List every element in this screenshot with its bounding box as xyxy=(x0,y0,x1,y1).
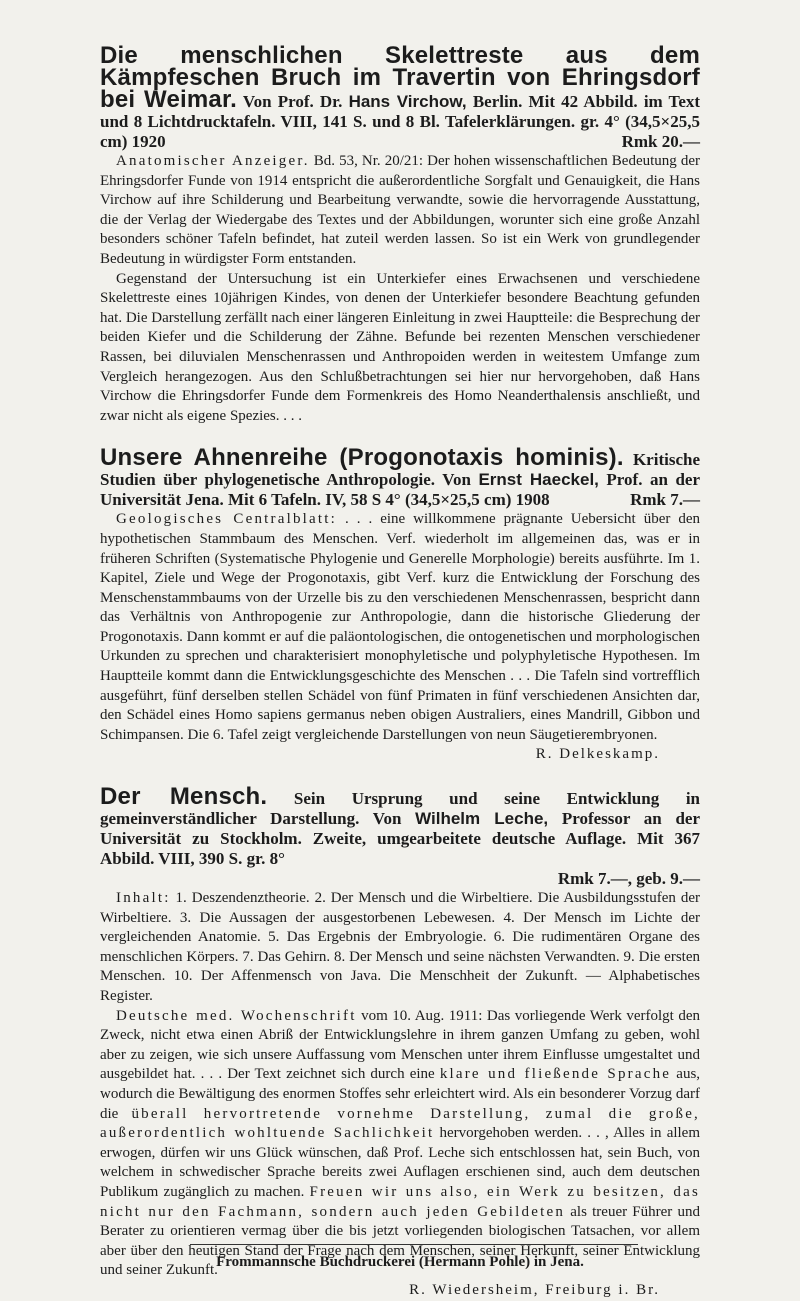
review-text: . . . eine willkommene prägnante Uebersicht über den hypothetischen Stammbaum des Menschen. Verf. wiederholt im allgemeinen das, was er in früheren Schriften (Systematische Phylogenie und Generelle Morphologie) bereits ausführte. Im 1. Kapitel, Ziele und Wege der Progonotaxis, gibt Verf. kurz die Entwicklung der Forschung des Menschenstammbaums von der Urzelle bis zu den verschiedenen Menschenrassen, bespricht dann das Verhältnis von Anthropogenie zur Anthropologie, dann die historische Gliederung der Progonotaxis. Dann kommt er auf die paläontologischen, die ontogenetischen und morphologischen Urkunden zu sprechen und charakterisiert monophyletische und polyphyletische Hypothesen. Im Hauptteile kommt dann die Entwicklungsgeschichte des Menschen . . . Die Tafeln sind vortrefflich ausgeführt, fünf derselben stellen Schädel von fünf Primaten in fünf verschiedenen Ansichten dar, den Schädel eines Homo sapiens germanus neben obigen Australiers, eines Mandrill, Gibbon und Schimpansen. Die 6. Tafel zeigt vergleichende Darstellungen von neun Säugetierembryonen. xyxy=(100,511,701,743)
contents-label: Inhalt: xyxy=(116,890,171,907)
price: Rmk 20.— xyxy=(621,132,700,151)
contents-text: 1. Deszendenztheorie. 2. Der Mensch und die Wirbeltiere. Die Ausbildungsstufen der Wirbeltiere. 3. Die Aussagen der ausgestorbenen Lebewesen. 4. Der Mensch im Lichte der vergleichenden Anatomie. 5. Das Ergebnis der Embryologie. 6. Die rudimentären Organe des menschlichen Körpers. 7. Das Gehirn. 8. Der Mensch und seine nächsten Verwandten. 9. Die ersten Menschen. 10. Der Affenmensch von Java. Die Menschheit der Zukunft. — Alphabetisches Register. xyxy=(100,890,700,1004)
author-affiliation: Prof. an der Universität Jena. xyxy=(100,470,700,510)
review-text: aus, wodurch die Bewältigung des enormen Stoffes sehr erleichtert wird. Als ein besonderer Vorzug darf die xyxy=(100,1066,701,1122)
book-entry-virchow xyxy=(100,42,701,426)
review-source: Anatomischer Anzeiger. xyxy=(116,153,310,169)
emphasis-text: überall hervortretende vornehme Darstellung, zumal die große, außerordentlich wohltuende Sachlichkeit xyxy=(100,1105,701,1142)
book-title: Die menschlichen Skelettreste aus dem Kämpfeschen Bruch im Travertin von Ehringsdorf bei Weimar. xyxy=(100,42,700,113)
author-name: Ernst Haeckel, xyxy=(478,470,599,490)
review-source: Deutsche med. Wochenschrift xyxy=(116,1007,357,1024)
entry-heading xyxy=(100,783,701,869)
review-paragraph xyxy=(100,152,700,270)
review-paragraph xyxy=(100,270,700,427)
book-details: Mit 6 Tafeln. IV, 58 S 4° (34,5×25,5 cm) 1908 xyxy=(227,490,550,510)
book-entry-haeckel xyxy=(100,444,701,765)
book-entry-leche xyxy=(100,783,701,1300)
review-paragraph xyxy=(100,1007,700,1281)
book-details: Berlin. Mit 42 Abbild. im Text und 8 Lichtdrucktafeln. VIII, 141 S. und 8 Bl. Tafelerklärungen. gr. 4° (34,5×25,5 cm) 1920 xyxy=(100,92,701,151)
book-subtitle: Kritische Studien über phylogenetische Anthropologie. Von xyxy=(100,450,700,490)
review-source: Geologisches Centralblatt: xyxy=(116,511,337,528)
author-name: Wilhelm Leche, xyxy=(415,809,549,829)
contents-paragraph xyxy=(100,889,700,1007)
author-affiliation: Professor an der Universität zu Stockholm. Zweite, umgearbeitete deutsche Auflage. Mit 367 Abbild. VIII, 390 S. gr. 8° xyxy=(100,809,700,869)
reviewer-signature: R. Wiedersheim, Freiburg i. Br. xyxy=(409,1281,660,1298)
review-text: als treuer Führer und Berater zu orientieren vermag über die bis jetzt vorliegenden biologischen Tatsachen, vor allem aber über den heutigen Stand der Frage nach dem Menschen, seiner Herkunft, seiner Entwicklung und seiner Zukunft. xyxy=(100,1203,700,1279)
price: Rmk 7.—, geb. 9.— xyxy=(557,869,700,889)
price-row xyxy=(100,869,700,889)
footer-divider xyxy=(190,1244,638,1245)
price: Rmk 7.— xyxy=(630,490,700,510)
reviewer-signature: R. Delkeskamp. xyxy=(535,746,660,763)
book-title: Der Mensch. xyxy=(100,783,268,811)
book-subtitle: Sein Ursprung und seine Entwicklung in gemeinverständlicher Darstellung. Von xyxy=(100,789,701,829)
emphasis-text: klare und fließende Sprache xyxy=(439,1066,672,1083)
price-row xyxy=(100,132,700,152)
author-name: Hans Virchow, xyxy=(348,92,467,111)
review-text: Bd. 53, Nr. 20/21: Der hohen wissenschaftlichen Bedeutung der Ehringsdorfer Funde von 1914 entspricht die außerordentliche Sorgfalt und Genauigkeit, die Hans Virchow auf ihre Schilderung und Bearbeitung verwandte, sowie die hervorragende Ausstattung, die der Verlag der Wiedergabe des Textes und der Abbildungen, worunter sich eine große Anzahl besonders schöner Tafeln befindet, hat zuteil werden lassen. So ist ein Werk von grundlegender Bedeutung in würdigster Form entstanden. xyxy=(100,153,701,267)
author-prefix: Von Prof. Dr. xyxy=(242,92,343,111)
review-text: vom 10. Aug. 1911: Das vorliegende Werk verfolgt den Zweck, nicht etwa einen Abriß der Entwicklungslehre in ihrem ganzen Umfang zu geben, wohl aber zu zeigen, wie sich unsere Auffassung vom Menschen unter ihrem Einflusse umgestaltet und ausgebildet hat. . . . Der Text zeichnet sich durch eine xyxy=(100,1007,700,1083)
review-text: hervorgehoben werden. . . , Alles in allem erwogen, dürfen wir uns Glück wünschen, daß Prof. Leche sich entschlossen hat, sein Buch, von welchem in schwedischer Sprache bereits zwei Auflagen erschienen sind, auch dem deutschen Publikum zugänglich zu machen. xyxy=(100,1125,701,1200)
emphasis-text: Freuen wir uns also, ein Werk zu besitzen, das nicht nur den Fachmann, sondern auch jeden Gebildeten xyxy=(100,1183,701,1220)
review-text: Gegenstand der Untersuchung ist ein Unterkiefer eines Erwachsenen und verschiedene Skelettreste eines 10jährigen Kindes, von denen der Unterkiefer besondere Beachtung gefunden hat. Die Darstellung zerfällt nach einer längeren Einleitung in zwei Hauptteile: die Besprechung der beiden Kiefer und die Schilderung der Zähne. Befunde bei rezenten Menschen verschiedener Rassen, bei diluvialen Menschenrassen und Anthropoiden werden in weitestem Umfange zum Vergleich herangezogen. Aus den Schlußbetrachtungen sei hier nur hervorgehoben, daß Hans Virchow die Ehringsdorfer Funde dem Formenkreis des Homo Neanderthalensis anschließt, und zwar nicht als eigene Spezies. . . . xyxy=(100,270,700,424)
printer-imprint: Frommannsche Buchdruckerei (Hermann Pohle) in Jena. xyxy=(216,1254,584,1270)
book-title: Unsere Ahnenreihe (Progonotaxis hominis). xyxy=(100,444,624,472)
review-paragraph xyxy=(100,510,700,745)
